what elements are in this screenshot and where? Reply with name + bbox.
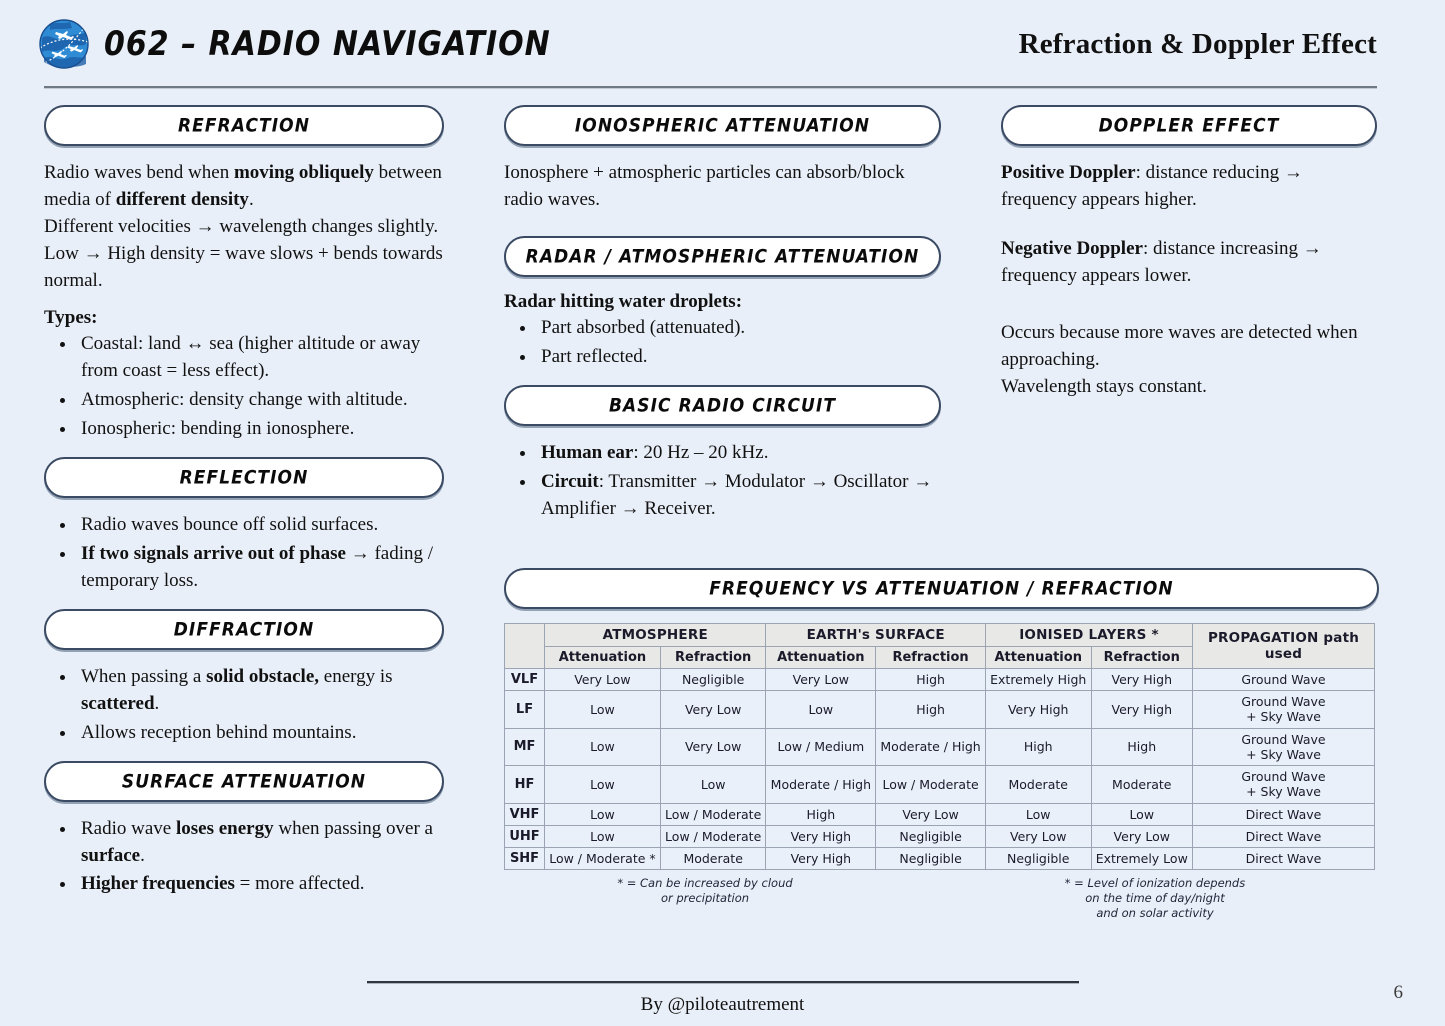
text-fragment: Radio waves bend when	[44, 162, 234, 183]
section-heading-label: FREQUENCY VS ATTENUATION / REFRACTION	[709, 578, 1174, 600]
cell-atmos-refraction: Negligible	[660, 669, 766, 691]
cell-band: MF	[505, 728, 545, 766]
cell-band: HF	[505, 766, 545, 804]
section-heading-frequency-table	[504, 568, 1379, 609]
cell-ion-refraction: Very Low	[1091, 825, 1192, 847]
text-emphasis: If two signals arrive out of phase	[81, 542, 346, 564]
doppler-note-1: Occurs because more waves are detected when approaching.	[1001, 321, 1358, 370]
cell-ion-attenuation: Extremely High	[985, 669, 1091, 691]
text-emphasis: Higher frequencies	[81, 873, 235, 895]
text-fragment: Allows reception behind mountains.	[81, 721, 357, 743]
cell-ion-attenuation: High	[985, 728, 1091, 766]
cell-ion-attenuation: Negligible	[985, 847, 1091, 869]
reflection-list	[44, 512, 444, 595]
list-item	[77, 871, 444, 898]
list-item: • Ionospheric: bending in ionosphere.	[77, 416, 444, 443]
cell-band: SHF	[505, 847, 545, 869]
list-item	[537, 469, 941, 523]
cell-atmos-refraction: Very Low	[660, 691, 766, 729]
spacer	[1001, 226, 1377, 236]
radar-list	[504, 315, 941, 371]
cell-atmos-attenuation: Low	[545, 766, 661, 804]
frequency-attenuation-table	[504, 623, 1375, 870]
cell-propagation: Ground Wave + Sky Wave	[1193, 691, 1375, 729]
section-heading-label: DIFFRACTION	[173, 618, 315, 641]
cell-ion-attenuation: Very Low	[985, 825, 1091, 847]
course-title: 062 – RADIO NAVIGATION	[104, 24, 551, 64]
topic-title: Refraction & Doppler Effect	[1018, 27, 1377, 60]
refraction-paragraph-1	[44, 160, 444, 214]
cell-propagation: Ground Wave + Sky Wave	[1193, 766, 1375, 804]
text-emphasis: Circuit	[541, 470, 599, 492]
cell-ion-attenuation: Moderate	[985, 766, 1091, 804]
spacer	[1001, 302, 1377, 320]
cell-earth-refraction: High	[876, 691, 986, 729]
table-row	[505, 728, 1375, 766]
frequency-table-block	[504, 568, 1379, 921]
cell-earth-refraction: Negligible	[876, 825, 986, 847]
positive-doppler-paragraph	[1001, 160, 1377, 214]
list-item	[77, 816, 444, 870]
section-heading-label: IONOSPHERIC ATTENUATION	[574, 115, 871, 137]
cell-earth-refraction: Low / Moderate	[876, 766, 986, 804]
cell-earth-attenuation: Low / Medium	[766, 728, 876, 766]
cell-earth-attenuation: Moderate / High	[766, 766, 876, 804]
section-heading-label: RADAR / ATMOSPHERIC ATTENUATION	[525, 245, 920, 268]
table-row	[505, 766, 1375, 804]
cell-atmos-attenuation: Low / Moderate *	[545, 847, 661, 869]
negative-doppler-paragraph	[1001, 236, 1377, 290]
list-item	[77, 720, 444, 747]
text-fragment: .	[140, 844, 145, 866]
column-group-ionised-layers: IONISED LAYERS *	[985, 624, 1192, 647]
table-row	[505, 669, 1375, 691]
text-emphasis: moving obliquely	[233, 162, 374, 183]
page-header	[0, 0, 1445, 70]
spacer	[504, 226, 941, 236]
section-heading-label: BASIC RADIO CIRCUIT	[608, 394, 837, 417]
column-header-atmos-refraction: Refraction	[660, 647, 766, 669]
cell-earth-attenuation: High	[766, 803, 876, 825]
page-footer	[0, 981, 1445, 1016]
list-item: • Part absorbed (attenuated).	[537, 315, 941, 342]
footer-divider	[367, 981, 1079, 984]
table-group-header-row	[505, 624, 1375, 647]
text-fragment: = more affected.	[234, 873, 365, 895]
section-heading-ionospheric-attenuation	[504, 105, 941, 146]
cell-earth-attenuation: Very High	[766, 825, 876, 847]
cell-propagation: Direct Wave	[1193, 825, 1375, 847]
text-fragment: When passing a	[81, 665, 207, 687]
refraction-types-list	[44, 331, 444, 443]
section-heading-label: SURFACE ATTENUATION	[121, 770, 367, 793]
page-number: 6	[1393, 982, 1403, 1003]
surface-attenuation-list	[44, 816, 444, 899]
cell-earth-refraction: Moderate / High	[876, 728, 986, 766]
text-emphasis: different density	[115, 188, 249, 210]
cell-earth-attenuation: Very High	[766, 847, 876, 869]
cell-ion-refraction: Very High	[1091, 691, 1192, 729]
table-body	[505, 669, 1375, 870]
text-emphasis: Human ear	[541, 441, 634, 463]
table-row	[505, 825, 1375, 847]
cell-ion-attenuation: Low	[985, 803, 1091, 825]
footnote-ionisation: * = Level of ionization depends on the time of day/night and on solar activity	[1064, 875, 1246, 920]
cell-band: VLF	[505, 669, 545, 691]
cell-band: VHF	[505, 803, 545, 825]
cell-atmos-refraction: Low / Moderate	[660, 803, 766, 825]
text-fragment: Radio wave	[81, 817, 176, 839]
footer-credit: By @piloteautrement	[640, 994, 805, 1015]
cell-earth-refraction: Very Low	[876, 803, 986, 825]
table-row	[505, 691, 1375, 729]
table-row	[505, 847, 1375, 869]
refraction-paragraph-2: Different velocities → wavelength changes slightly.	[44, 215, 439, 237]
frequency-table-wrap	[504, 623, 1379, 921]
column-group-earth-surface: EARTH's SURFACE	[766, 624, 985, 647]
types-label: Types:	[44, 306, 98, 328]
cell-atmos-refraction: Very Low	[660, 728, 766, 766]
text-fragment: : distance increasing → frequency appears lower.	[1001, 237, 1322, 286]
text-fragment: : distance reducing → frequency appears higher.	[1001, 162, 1303, 210]
text-fragment: → fading / temporary loss.	[81, 542, 434, 591]
basic-radio-circuit-list	[504, 440, 941, 523]
ionospheric-attenuation-paragraph: Ionosphere + atmospheric particles can absorb/block radio waves.	[504, 162, 905, 210]
cell-band: UHF	[505, 825, 545, 847]
diffraction-list	[44, 664, 444, 747]
cell-propagation: Direct Wave	[1193, 803, 1375, 825]
cell-atmos-attenuation: Low	[545, 803, 661, 825]
list-item: • Coastal: land ↔ sea (higher altitude or away from coast = less effect).	[77, 331, 444, 385]
text-fragment: when passing over a	[273, 817, 433, 839]
cell-band: LF	[505, 691, 545, 729]
brand	[38, 18, 551, 70]
cell-propagation: Direct Wave	[1193, 847, 1375, 869]
cell-ion-refraction: Moderate	[1091, 766, 1192, 804]
text-emphasis: solid obstacle,	[206, 665, 320, 687]
list-item	[537, 440, 941, 467]
column-group-atmosphere: ATMOSPHERE	[545, 624, 766, 647]
cell-earth-refraction: Negligible	[876, 847, 986, 869]
cell-propagation: Ground Wave	[1193, 669, 1375, 691]
cell-atmos-attenuation: Low	[545, 728, 661, 766]
list-item: • Atmospheric: density change with altitude.	[77, 387, 444, 414]
column-group-propagation: PROPAGATION path used	[1193, 624, 1375, 669]
cell-earth-attenuation: Low	[766, 691, 876, 729]
table-footnotes	[504, 876, 1379, 922]
section-heading-label: DOPPLER EFFECT	[1098, 115, 1280, 137]
text-fragment: .	[248, 188, 254, 210]
column-header-ion-refraction: Refraction	[1091, 647, 1192, 669]
column-header-earth-refraction: Refraction	[876, 647, 986, 669]
cell-ion-attenuation: Very High	[985, 691, 1091, 729]
section-heading-diffraction	[44, 609, 444, 650]
text-fragment: energy is	[319, 665, 393, 687]
list-item: • Part reflected.	[537, 344, 941, 371]
text-fragment: between media of	[44, 162, 442, 210]
footnote-atmosphere: * = Can be increased by cloud or precipitation	[617, 875, 793, 905]
section-heading-label: REFLECTION	[179, 466, 309, 489]
cell-atmos-refraction: Low	[660, 766, 766, 804]
cell-atmos-attenuation: Low	[545, 691, 661, 729]
cell-propagation: Ground Wave + Sky Wave	[1193, 728, 1375, 766]
text-fragment: : Transmitter → Modulator → Oscillator → Amplifier → Receiver.	[541, 470, 933, 519]
left-column	[44, 105, 444, 912]
list-item	[77, 541, 444, 595]
section-heading-basic-radio-circuit	[504, 385, 941, 426]
section-heading-label: REFRACTION	[177, 115, 311, 137]
text-emphasis: surface	[81, 844, 141, 866]
text-emphasis: Negative Doppler	[1001, 237, 1143, 259]
cell-atmos-refraction: Moderate	[660, 847, 766, 869]
globe-airplanes-icon	[38, 18, 90, 70]
column-header-ion-attenuation: Attenuation	[985, 647, 1091, 669]
column-header-atmos-attenuation: Attenuation	[545, 647, 661, 669]
cell-atmos-attenuation: Very Low	[545, 669, 661, 691]
table-corner-cell	[505, 624, 545, 669]
text-fragment: : 20 Hz – 20 kHz.	[633, 441, 769, 463]
list-item	[77, 664, 444, 718]
cell-ion-refraction: Low	[1091, 803, 1192, 825]
cell-earth-attenuation: Very Low	[766, 669, 876, 691]
cell-ion-refraction: Very High	[1091, 669, 1192, 691]
section-heading-refraction	[44, 105, 444, 146]
table-head	[505, 624, 1375, 669]
cell-ion-refraction: High	[1091, 728, 1192, 766]
section-heading-doppler-effect	[1001, 105, 1377, 146]
table-row	[505, 803, 1375, 825]
cell-atmos-attenuation: Low	[545, 825, 661, 847]
refraction-paragraph-3: Low → High density = wave slows + bends towards normal.	[44, 242, 443, 291]
section-heading-reflection	[44, 457, 444, 498]
text-fragment: .	[154, 692, 160, 714]
list-item	[77, 512, 444, 539]
section-heading-radar-attenuation	[504, 236, 941, 277]
cell-ion-refraction: Extremely Low	[1091, 847, 1192, 869]
cell-atmos-refraction: Low / Moderate	[660, 825, 766, 847]
radar-lead-text: Radar hitting water droplets:	[504, 290, 743, 312]
section-heading-surface-attenuation	[44, 761, 444, 802]
text-emphasis: Positive Doppler	[1001, 162, 1136, 183]
cell-earth-refraction: High	[876, 669, 986, 691]
text-emphasis: loses energy	[175, 817, 274, 839]
text-emphasis: scattered	[81, 692, 155, 714]
column-header-earth-attenuation: Attenuation	[766, 647, 876, 669]
text-fragment: Radio waves bounce off solid surfaces.	[81, 513, 379, 535]
doppler-note-2: Wavelength stays constant.	[1001, 375, 1207, 397]
